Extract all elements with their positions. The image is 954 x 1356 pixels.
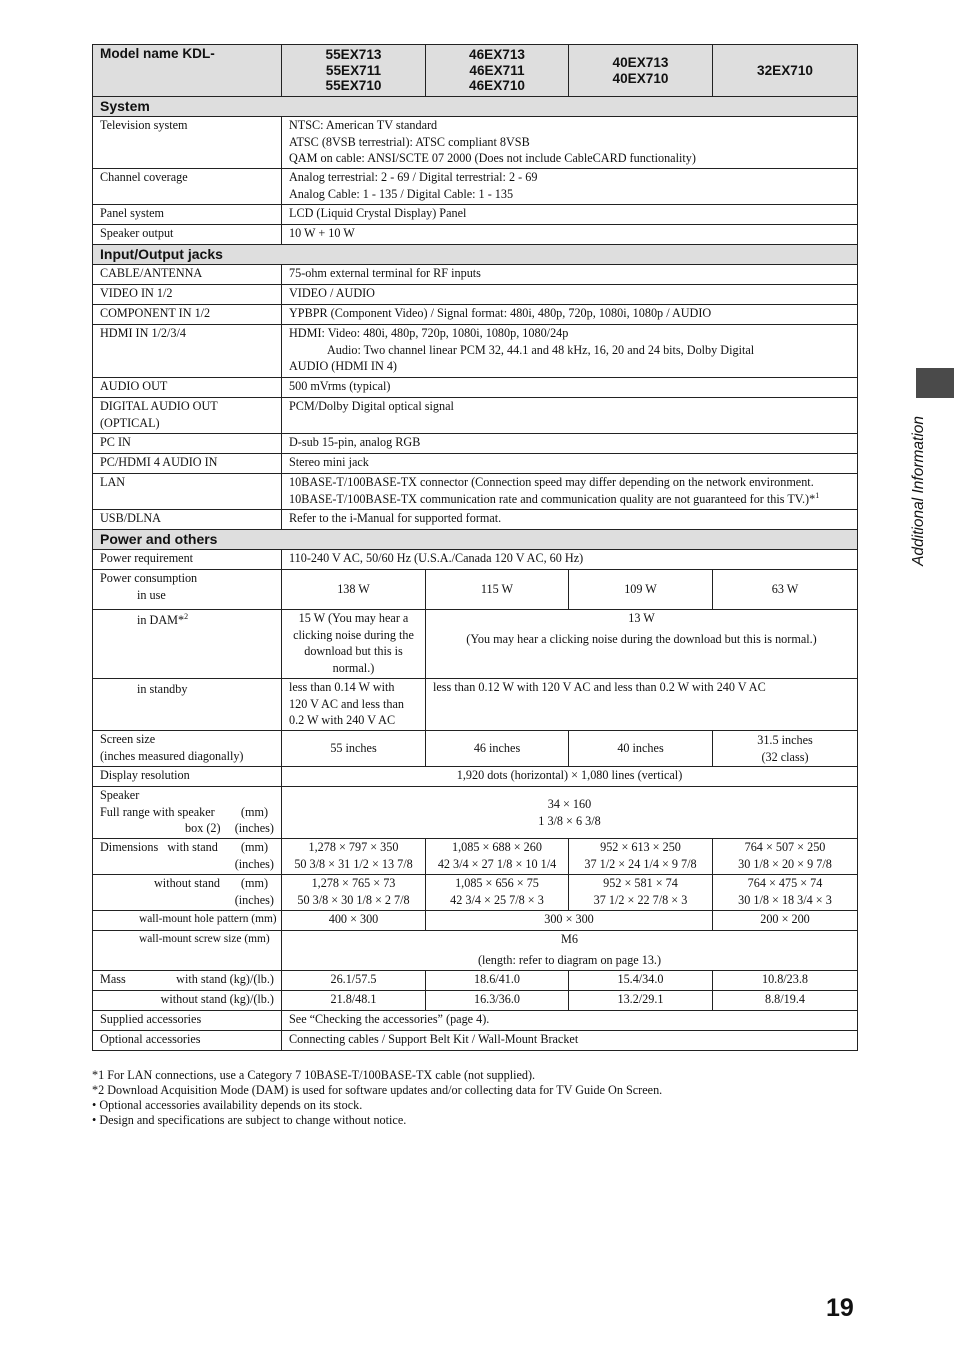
model-col-3: 40EX713 40EX710	[569, 45, 713, 97]
spec-row: CABLE/ANTENNA 75-ohm external terminal for RF inputs	[93, 265, 858, 285]
spec-row: without stand (kg)/(lb.) 21.8/48.1 16.3/36.0 13.2/29.1 8.8/19.4	[93, 991, 858, 1011]
spec-row: HDMI IN 1/2/3/4 HDMI: Video: 480i, 480p, 720p, 1080i, 1080p, 1080/24p Audio: Two channel linear PCM 32, 44.1 and 48 kHz, 16, 20 and 24 bits, Dolby Digital AUDIO (HDMI IN 4)	[93, 325, 858, 378]
spec-row: in standby less than 0.14 W with 120 V AC and less than 0.2 W with 240 V AC less than 0.12 W with 120 V AC and less than 0.2 W with 240 V AC	[93, 679, 858, 731]
spec-row: PC IN D-sub 15-pin, analog RGB	[93, 434, 858, 454]
spec-row: Channel coverage Analog terrestrial: 2 - 69 / Digital terrestrial: 2 - 69 Analog Cable: 1 - 135 / Digital Cable: 1 - 135	[93, 169, 858, 205]
spec-row: in DAM*$^2$ 15 W (You may hear a clicking noise during the download but this is normal.) 13 W (You may hear a clicking noise during the download but this is normal.)	[93, 610, 858, 679]
spec-row: Panel system LCD (Liquid Crystal Display) Panel	[93, 205, 858, 225]
section-tab-marker	[916, 368, 954, 398]
section-side-label: Additional Information	[910, 416, 927, 566]
model-col-4: 32EX710	[713, 45, 858, 97]
spec-table	[92, 44, 858, 1051]
model-label: Model name KDL-	[93, 45, 282, 97]
model-col-1: 55EX713 55EX711 55EX710	[282, 45, 426, 97]
footnote: *2 Download Acquisition Mode (DAM) is used for software updates and/or collecting data for TV Guide On Screen.	[92, 1083, 663, 1097]
spec-row: Display resolution 1,920 dots (horizontal) × 1,080 lines (vertical)	[93, 767, 858, 787]
footnote: • Design and specifications are subject to change without notice.	[92, 1113, 407, 1127]
spec-row: VIDEO IN 1/2 VIDEO / AUDIO	[93, 285, 858, 305]
header-row	[93, 45, 858, 97]
spec-row: Mass with stand (kg)/(lb.) 26.1/57.5 18.6/41.0 15.4/34.0 10.8/23.8	[93, 971, 858, 991]
page-number: 19	[826, 1294, 854, 1322]
spec-row: Power consumption in use 138 W 115 W 109 W 63 W	[93, 570, 858, 610]
spec-row: Dimensions with stand (mm) (inches) 1,278 × 797 × 350 50 3/8 × 31 1/2 × 13 7/8 1,085 × 688 × 260 42 3/4 × 27 1/8 × 10 1/4 952 × 613 × 250 37 1/2 × 24 1/4 × 9 7/8 764 × 507 × 250 30 1/8 × 20 × 9 7/8	[93, 839, 858, 875]
spec-row: LAN 10BASE-T/100BASE-TX connector (Connection speed may differ depending on the network environment. 10BASE-T/100BASE-TX communication rate and communication quality are not guaranteed for this TV.)*$^1$	[93, 474, 858, 510]
footnote: *1 For LAN connections, use a Category 7 10BASE-T/100BASE-TX cable (not supplied).	[92, 1068, 536, 1082]
spec-row: USB/DLNA Refer to the i-Manual for supported format.	[93, 510, 858, 530]
model-col-2: 46EX713 46EX711 46EX710	[426, 45, 569, 97]
spec-row: wall-mount hole pattern (mm) 400 × 300 300 × 300 200 × 200	[93, 911, 858, 931]
spec-row: Speaker output 10 W + 10 W	[93, 225, 858, 245]
footnotes	[92, 1068, 662, 1128]
spec-row: Speaker Full range with speaker (mm) box (2) (inches) 34 × 160 1 3/8 × 6 3/8	[93, 787, 858, 839]
spec-row: DIGITAL AUDIO OUT (OPTICAL) PCM/Dolby Digital optical signal	[93, 398, 858, 434]
section-system: System	[93, 97, 858, 117]
spec-row: wall-mount screw size (mm) M6 (length: refer to diagram on page 13.)	[93, 931, 858, 971]
spec-row: Supplied accessories See “Checking the accessories” (page 4).	[93, 1011, 858, 1031]
spec-row: Screen size (inches measured diagonally) 55 inches 46 inches 40 inches 31.5 inches (32 class)	[93, 731, 858, 767]
spec-row: Optional accessories Connecting cables / Support Belt Kit / Wall-Mount Bracket	[93, 1031, 858, 1051]
section-io: Input/Output jacks	[93, 245, 858, 265]
footnote: • Optional accessories availability depends on its stock.	[92, 1098, 363, 1112]
spec-row: AUDIO OUT 500 mVrms (typical)	[93, 378, 858, 398]
section-power: Power and others	[93, 530, 858, 550]
spec-row: without stand (mm) (inches) 1,278 × 765 × 73 50 3/8 × 30 1/8 × 2 7/8 1,085 × 656 × 75 42 3/4 × 25 7/8 × 3 952 × 581 × 74 37 1/2 × 22 7/8 × 3 764 × 475 × 74 30 1/8 × 18 3/4 × 3	[93, 875, 858, 911]
spec-row: Power requirement 110-240 V AC, 50/60 Hz (U.S.A./Canada 120 V AC, 60 Hz)	[93, 550, 858, 570]
spec-row: Television system NTSC: American TV standard ATSC (8VSB terrestrial): ATSC compliant 8VSB QAM on cable: ANSI/SCTE 07 2000 (Does not include CableCARD functionality)	[93, 117, 858, 169]
spec-row: PC/HDMI 4 AUDIO IN Stereo mini jack	[93, 454, 858, 474]
spec-row: COMPONENT IN 1/2 YPBPR (Component Video) / Signal format: 480i, 480p, 720p, 1080i, 1080p / AUDIO	[93, 305, 858, 325]
